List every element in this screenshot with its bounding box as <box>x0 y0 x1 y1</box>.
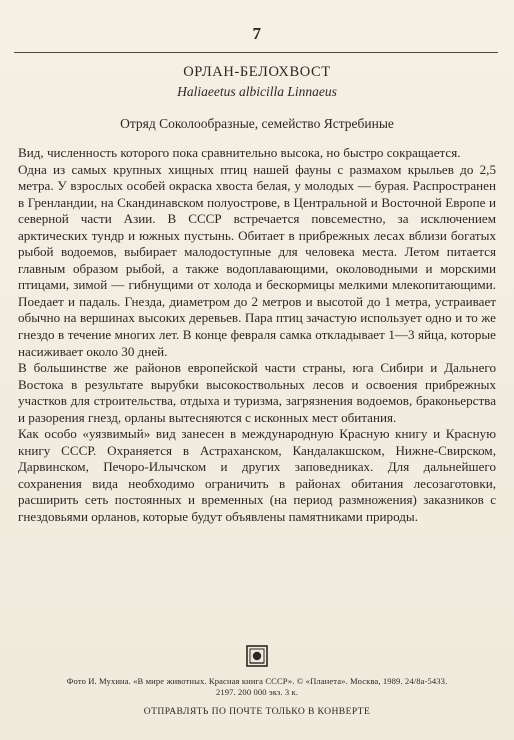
page-number: 7 <box>252 24 262 43</box>
paragraph-description: Одна из самых крупных хищных птиц нашей фауны с размахом крыльев до 2,5 метра. У взрослых особей окраска хвоста белая, у молодых — бурая. Распространен в Гренландии, на Скандинавском полуострове, в Центральной и Восточной Европе и северной части Азии. В СССР встречается повсеместно, за исключением арктических тундр и южных пустынь. Обитает в прибрежных лесах вблизи богатых рыбой водоемов, выбирает малодоступные для человека места. Летом питается главным образом рыбой, а также водоплавающими, околоводными и морскими птицами, зимой — гибнущими от холода и бескормицы мелкими млекопитающими. Поедает и падаль. Гнезда, диаметром до 2 метров и высотой до 1 метра, устраивает обычно на вершинах высоких деревьев. Пара птиц зачастую использует одно и то же гнездо в течение многих лет. В конце февраля самка откладывает 1—3 яйца, которые насиживает около 30 дней. <box>18 161 496 359</box>
header-divider <box>14 52 498 53</box>
article-body <box>18 145 496 526</box>
planeta-publisher-logo-icon <box>246 645 268 667</box>
credits-line-2: 2197. 200 000 экз. 3 к. <box>215 687 299 697</box>
publication-credits <box>0 676 514 698</box>
species-title: ОРЛАН-БЕЛОХВОСТ <box>183 64 331 80</box>
paragraph-threats: В большинстве же районов европейской части страны, юга Сибири и Дальнего Востока в результате вырубки высокоствольных лесов и освоения прибрежных участков для строительства, отдыха и туризма, загрязнения водоемов, браконьерства и разорения гнезд, орланы вытесняются с исконных мест обитания. <box>18 360 496 425</box>
paragraph-status: Вид, численность которого пока сравнительно высока, но быстро сокращается. <box>18 145 461 160</box>
order-family-line: Отряд Соколообразные, семейство Ястребиные <box>120 116 394 131</box>
paragraph-protection: Как особо «уязвимый» вид занесен в международную Красную книгу и Красную книгу СССР. Охраняется в Астраханском, Кандалакшском, Нижне-Свирском, Дарвинском, Печоро-Илычском и других заповедниках. Для дальнейшего сохранения вида необходимо ограничить в районах обитания лесозаготовки, расширить сеть постоянных и временных (на период размножения) заказников с гнездовьями орланов, которые будут объявлены памятниками природы. <box>18 426 496 525</box>
mail-instruction: ОТПРАВЛЯТЬ ПО ПОЧТЕ ТОЛЬКО В КОНВЕРТЕ <box>143 706 371 717</box>
credits-line-1: Фото И. Мухина. «В мире животных. Красная книга СССР». © «Планета». Москва, 1989. 24/8а-5433. <box>66 676 448 686</box>
latin-name: Haliaeetus albicilla Linnaeus <box>177 84 337 99</box>
